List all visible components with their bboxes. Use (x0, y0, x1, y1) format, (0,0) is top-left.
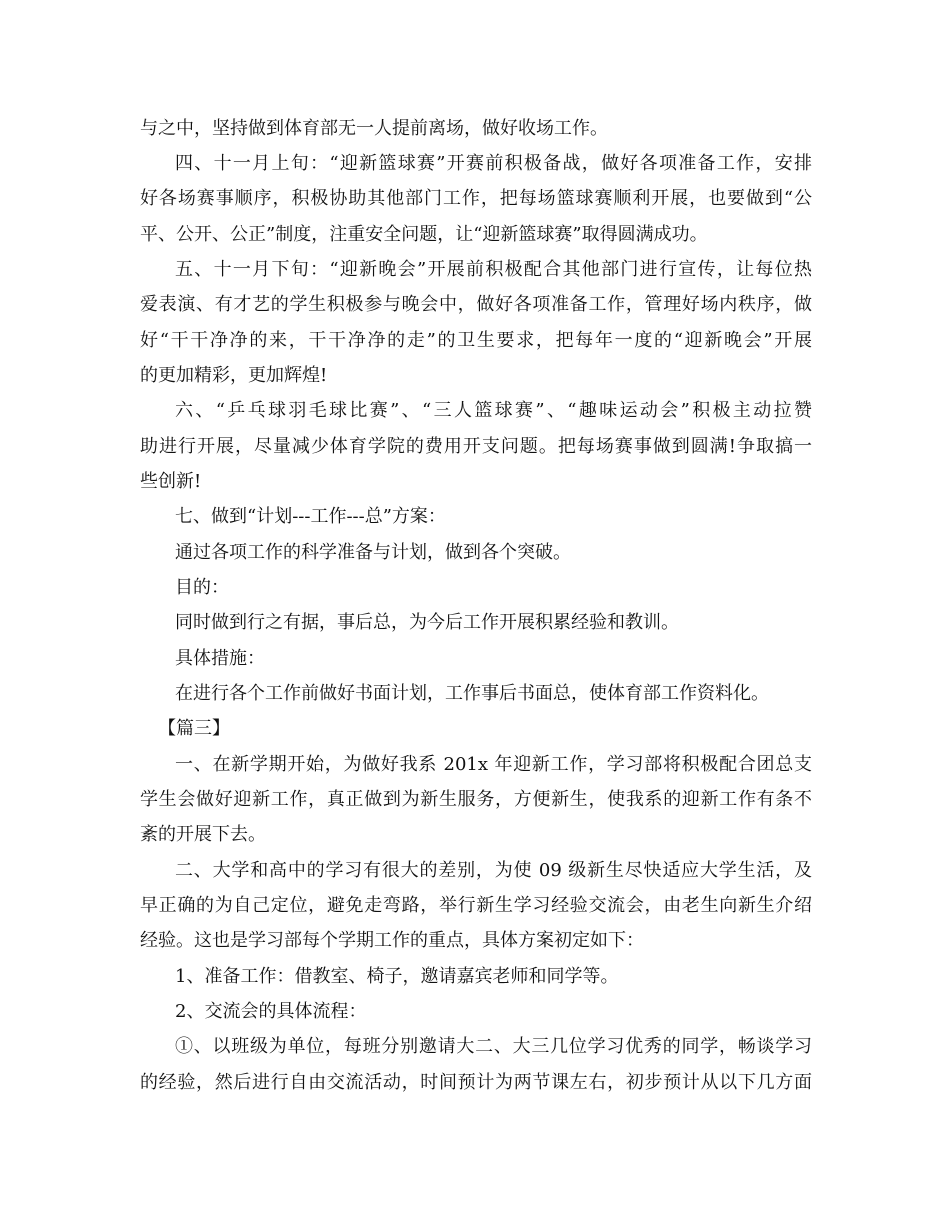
text-line: 通过各项工作的科学准备与计划，做到各个突破。 (175, 542, 571, 563)
text-line: 些创新! (140, 471, 202, 492)
text-line: 好各场赛事顺序，积极协助其他部门工作，把每场篮球赛顺利开展，也要做到“公 (140, 188, 812, 209)
text-line: 六、“乒乓球羽毛球比赛”、“三人篮球赛”、“趣味运动会”积极主动拉赞 (175, 400, 812, 421)
text-line: 目的： (175, 577, 229, 598)
text-line: 的更加精彩，更加辉煌! (140, 365, 328, 386)
text-line: ①、以班级为单位，每班分别邀请大二、大三几位学习优秀的同学，畅谈学习 (175, 1036, 812, 1057)
text-line: 一、在新学期开始，为做好我系 201x 年迎新工作，学习部将积极配合团总支 (175, 754, 812, 775)
text-line: 二、大学和高中的学习有很大的差别，为使 09 级新生尽快适应大学生活，及 (175, 860, 812, 881)
text-line: 具体措施： (175, 648, 265, 669)
text-line: 紊的开展下去。 (140, 824, 266, 845)
text-line: 七、做到“计划---工作---总”方案： (175, 506, 446, 527)
text-line: 爱表演、有才艺的学生积极参与晚会中，做好各项准备工作，管理好场内秩序，做 (140, 294, 812, 315)
text-line: 在进行各个工作前做好书面计划，工作事后书面总，使体育部工作资料化。 (175, 683, 769, 704)
text-line: 经验。这也是学习部每个学期工作的重点，具体方案初定如下： (140, 930, 644, 951)
text-line: 同时做到行之有据，事后总，为今后工作开展积累经验和教训。 (175, 612, 679, 633)
text-line: 2、交流会的具体流程： (175, 1001, 367, 1022)
text-line: 学生会做好迎新工作，真正做到为新生服务，方便新生，使我系的迎新工作有条不 (140, 789, 812, 810)
text-line: 早正确的为自己定位，避免走弯路，举行新生学习经验交流会，由老生向新生介绍 (140, 895, 812, 916)
text-line: 的经验，然后进行自由交流活动，时间预计为两节课左右，初步预计从以下几方面 (140, 1072, 812, 1093)
text-line: 与之中，坚持做到体育部无一人提前离场，做好收场工作。 (140, 118, 608, 139)
text-line: 1、准备工作：借教室、椅子，邀请嘉宾老师和同学等。 (175, 966, 619, 987)
section-heading: 【篇三】 (158, 718, 230, 739)
text-line: 平、公开、公正”制度，注重安全问题，让“迎新篮球赛”取得圆满成功。 (140, 224, 708, 245)
text-line: 好“干干净净的来，干干净净的走”的卫生要求，把每年一度的“迎新晚会”开展 (140, 330, 812, 351)
text-line: 五、十一月下旬：“迎新晚会”开展前积极配合其他部门进行宣传，让每位热 (175, 259, 812, 280)
text-line: 四、十一月上旬：“迎新篮球赛”开赛前积极备战，做好各项准备工作，安排 (175, 153, 812, 174)
text-line: 助进行开展，尽量减少体育学院的费用开支问题。把每场赛事做到圆满!争取搞一 (140, 436, 812, 457)
